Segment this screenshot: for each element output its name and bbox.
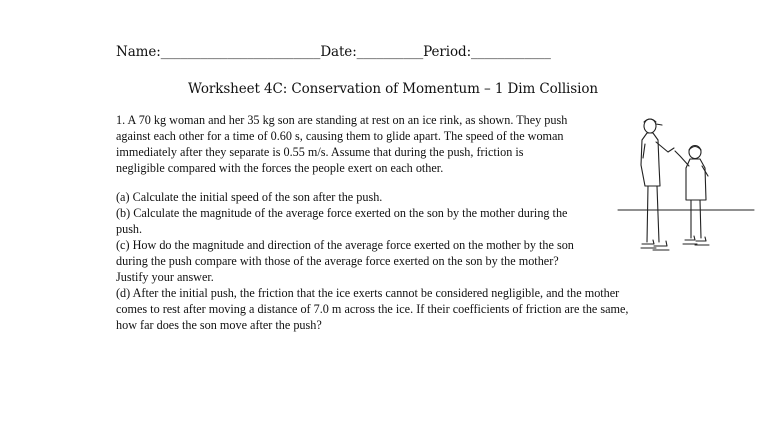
header-fields: [116, 44, 551, 60]
part-b-cont: push.: [116, 222, 143, 236]
part-c: (c) How do the magnitude and direction of the average force exerted on the mother by the son: [116, 238, 574, 252]
worksheet-title: Worksheet 4C: Conservation of Momentum – 1 Dim Collision: [188, 81, 598, 97]
mother-figure: [641, 119, 674, 250]
part-b: (b) Calculate the magnitude of the average force exerted on the son by the mother during the: [116, 206, 568, 220]
part-d-cont: comes to rest after moving a distance of 7.0 m across the ice. If their coefficients of friction are the same,: [116, 302, 629, 316]
son-figure: [675, 146, 709, 246]
text-line: negligible compared with the forces the people exert on each other.: [116, 161, 444, 175]
skaters-illustration: [612, 110, 762, 260]
date-field: Date:__________: [320, 44, 424, 60]
problem-intro: [116, 112, 676, 176]
part-a: (a) Calculate the initial speed of the son after the push.: [116, 190, 383, 204]
name-field: Name:________________________: [116, 44, 321, 60]
text-line: immediately after they separate is 0.55 m/s. Assume that during the push, friction is: [116, 145, 524, 159]
period-field: Period:____________: [423, 44, 551, 60]
part-c-cont: Justify your answer.: [116, 270, 214, 284]
text-line: against each other for a time of 0.60 s, causing them to glide apart. The speed of the woman: [116, 129, 564, 143]
text-line: 1. A 70 kg woman and her 35 kg son are standing at rest on an ice rink, as shown. They push: [116, 113, 568, 127]
part-d: (d) After the initial push, the friction that the ice exerts cannot be considered negligible, and the mother: [116, 286, 620, 300]
problem-parts: [116, 189, 676, 333]
part-c-cont: during the push compare with those of the average force exerted on the son by the mother?: [116, 254, 559, 268]
part-d-cont: how far does the son move after the push?: [116, 318, 322, 332]
